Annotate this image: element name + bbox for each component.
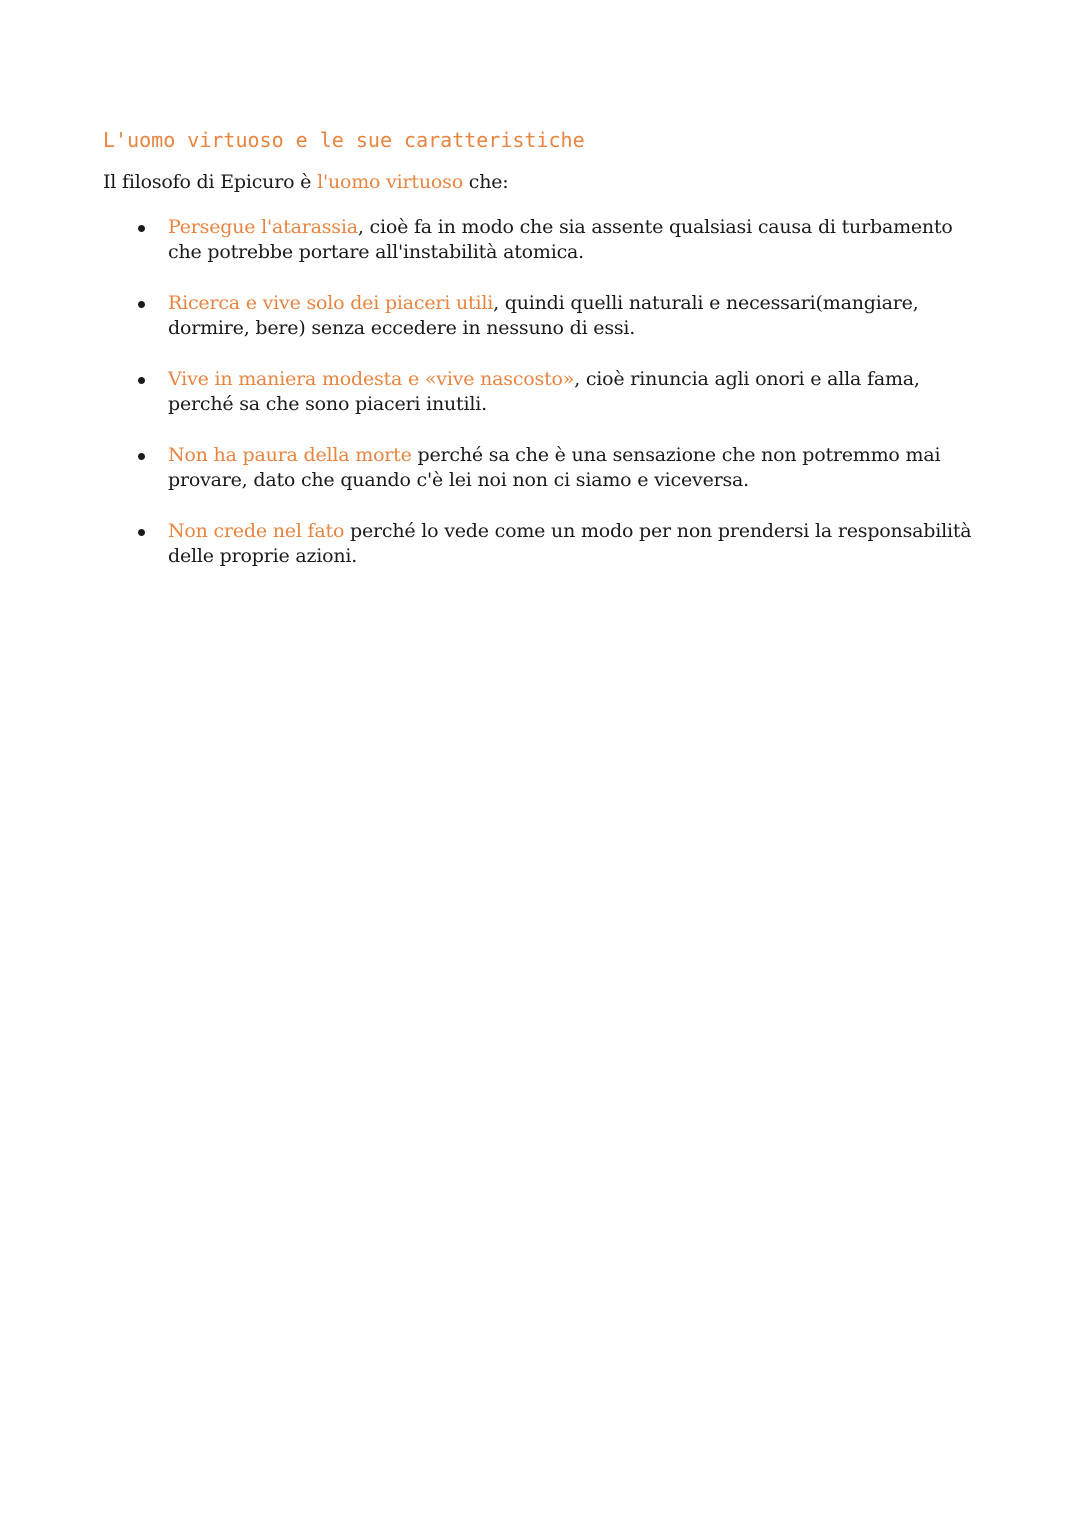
list-item bbox=[103, 291, 973, 341]
list-item bbox=[103, 215, 973, 265]
list-item-text: , cioè fa in modo che sia assente qualsiasi causa di turbamento che potrebbe portare all'instabilità atomica. bbox=[168, 216, 953, 263]
list-item-highlight: Non ha paura della morte bbox=[168, 444, 412, 466]
bullet-icon bbox=[138, 377, 145, 384]
bullet-icon bbox=[138, 301, 145, 308]
intro-paragraph bbox=[103, 167, 973, 197]
intro-text-before: Il filosofo di Epicuro è bbox=[103, 171, 318, 193]
list-item-text: perché sa che è una sensazione che non potremmo mai provare, dato che quando c'è lei noi non ci siamo e viceversa. bbox=[168, 444, 941, 491]
bullet-icon bbox=[138, 225, 145, 232]
document-page bbox=[103, 125, 973, 595]
list-item-text: , quindi quelli naturali e necessari(mangiare, dormire, bere) senza eccedere in nessuno di essi. bbox=[168, 292, 919, 339]
list-item bbox=[103, 519, 973, 569]
list-item-text: , cioè rinuncia agli onori e alla fama, perché sa che sono piaceri inutili. bbox=[168, 368, 920, 415]
bullet-icon bbox=[138, 453, 145, 460]
intro-text-after: che: bbox=[462, 171, 509, 193]
intro-highlight: l'uomo virtuoso bbox=[317, 171, 463, 193]
list-item-highlight: Vive in maniera modesta e «vive nascosto» bbox=[168, 368, 575, 390]
list-item-text: perché lo vede come un modo per non prendersi la responsabilità delle proprie azioni. bbox=[168, 520, 972, 567]
page-title: L'uomo virtuoso e le sue caratteristiche bbox=[103, 128, 585, 152]
list-item bbox=[103, 443, 973, 493]
virtues-list bbox=[103, 215, 973, 569]
list-item-highlight: Ricerca e vive solo dei piaceri utili bbox=[168, 292, 494, 314]
bullet-icon bbox=[138, 529, 145, 536]
list-item-highlight: Non crede nel fato bbox=[168, 520, 345, 542]
list-item bbox=[103, 367, 973, 417]
list-item-highlight: Persegue l'atarassia bbox=[168, 216, 358, 238]
